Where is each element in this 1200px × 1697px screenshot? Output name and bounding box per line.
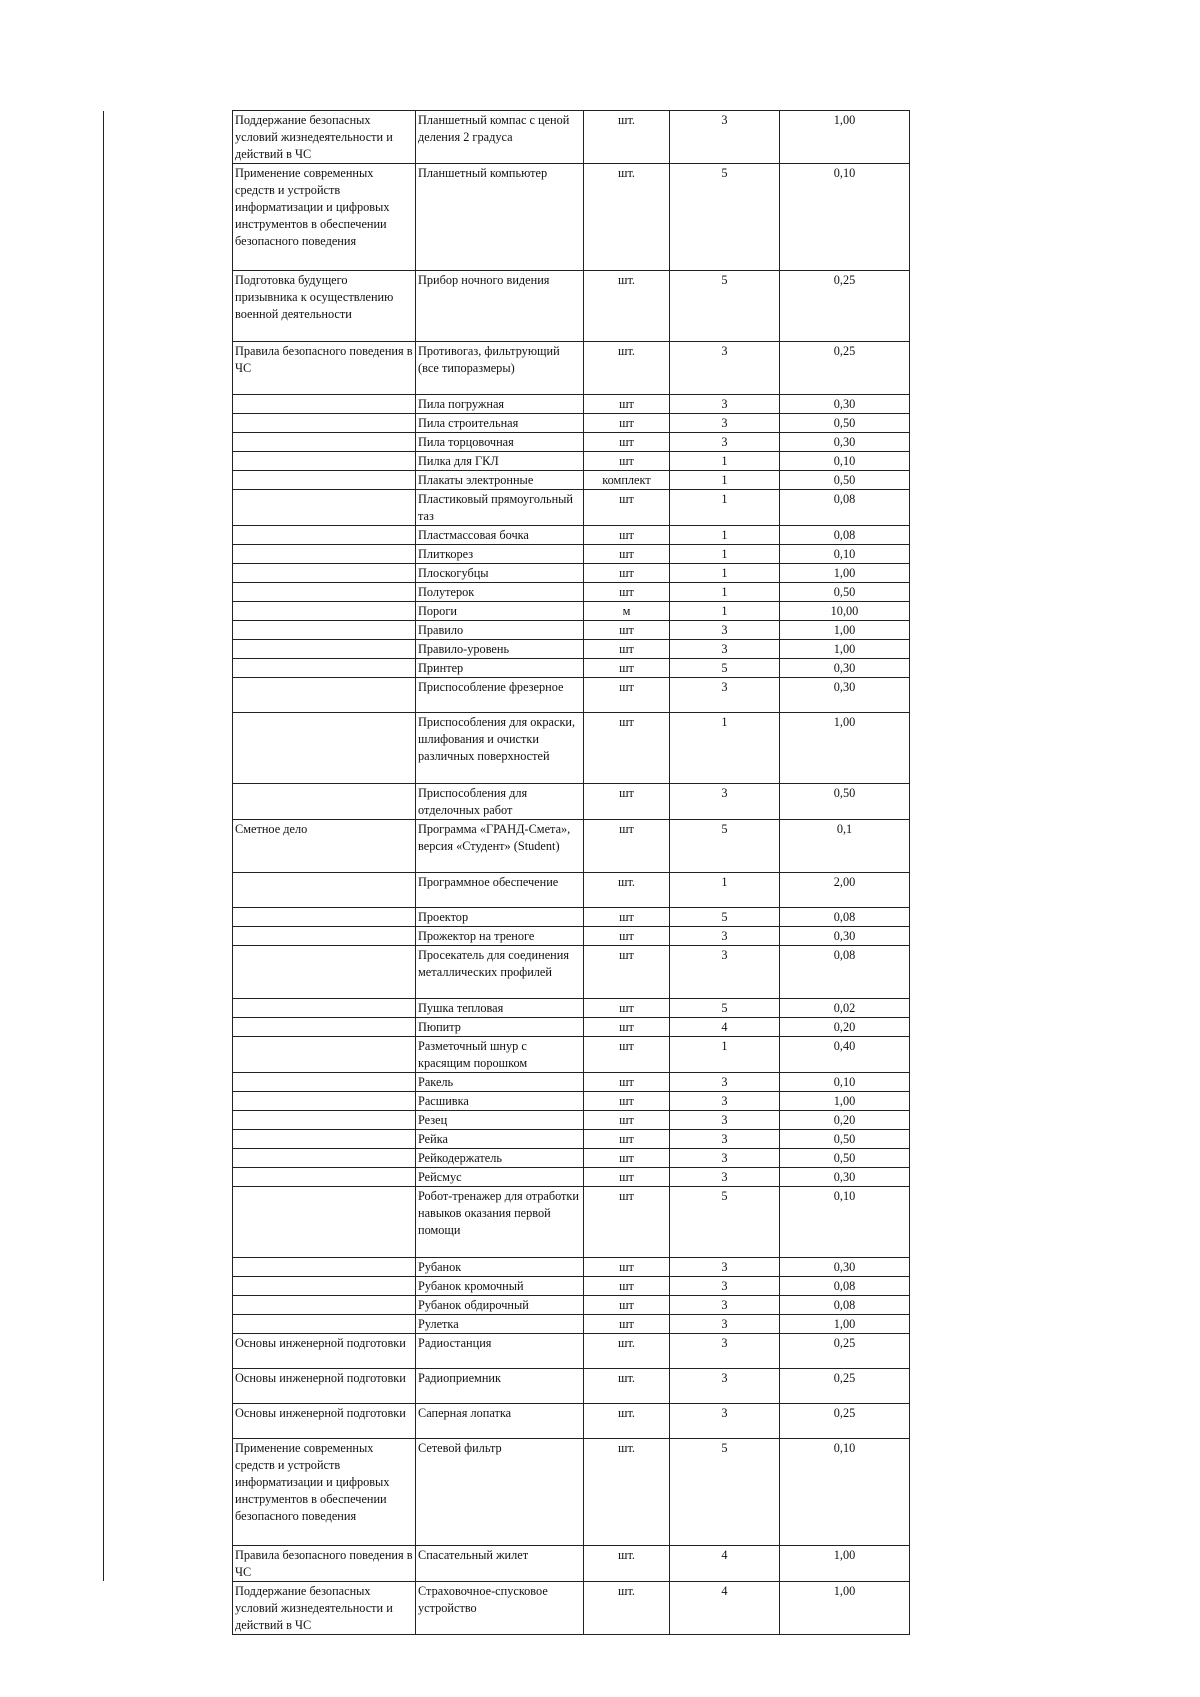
cell-value: 0,50	[780, 1130, 910, 1149]
cell-unit: шт	[584, 659, 670, 678]
cell-quantity: 1	[670, 873, 780, 908]
cell-unit: шт	[584, 640, 670, 659]
cell-section	[233, 1092, 416, 1111]
table-row	[233, 526, 910, 545]
cell-section	[233, 1258, 416, 1277]
cell-section	[233, 873, 416, 908]
cell-unit: шт	[584, 908, 670, 927]
table-row	[233, 999, 910, 1018]
cell-quantity: 1	[670, 471, 780, 490]
cell-value: 0,25	[780, 1404, 910, 1439]
cell-section	[233, 1168, 416, 1187]
cell-unit: шт	[584, 1315, 670, 1334]
cell-unit: шт.	[584, 1334, 670, 1369]
cell-value: 0,20	[780, 1018, 910, 1037]
cell-value: 0,25	[780, 1334, 910, 1369]
cell-quantity: 5	[670, 908, 780, 927]
cell-name: Противогаз, фильтрующий (все типоразмеры)	[416, 342, 584, 395]
cell-value: 0,10	[780, 545, 910, 564]
cell-name: Резец	[416, 1111, 584, 1130]
table-row	[233, 1439, 910, 1546]
cell-unit: шт	[584, 678, 670, 713]
cell-section: Основы инженерной подготовки	[233, 1369, 416, 1404]
cell-value: 0,10	[780, 164, 910, 271]
table-row	[233, 946, 910, 999]
cell-name: Правило-уровень	[416, 640, 584, 659]
cell-name: Разметочный шнур с красящим порошком	[416, 1037, 584, 1073]
cell-section	[233, 526, 416, 545]
cell-section	[233, 999, 416, 1018]
table-row	[233, 452, 910, 471]
cell-unit: шт	[584, 1277, 670, 1296]
cell-section	[233, 490, 416, 526]
cell-quantity: 1	[670, 1037, 780, 1073]
cell-value: 0,25	[780, 1369, 910, 1404]
cell-name: Пороги	[416, 602, 584, 621]
cell-section	[233, 713, 416, 784]
cell-unit: шт	[584, 526, 670, 545]
cell-unit: шт.	[584, 1546, 670, 1582]
cell-quantity: 3	[670, 1149, 780, 1168]
cell-name: Прибор ночного видения	[416, 271, 584, 342]
cell-name: Планшетный компьютер	[416, 164, 584, 271]
cell-name: Радиостанция	[416, 1334, 584, 1369]
cell-quantity: 3	[670, 640, 780, 659]
cell-unit: комплект	[584, 471, 670, 490]
cell-name: Страховочное-спусковое устройство	[416, 1582, 584, 1635]
cell-value: 10,00	[780, 602, 910, 621]
cell-unit: шт.	[584, 1582, 670, 1635]
table-row	[233, 1258, 910, 1277]
cell-name: Рейсмус	[416, 1168, 584, 1187]
cell-name: Приспособление фрезерное	[416, 678, 584, 713]
cell-value: 0,10	[780, 1073, 910, 1092]
table-row	[233, 111, 910, 164]
cell-quantity: 3	[670, 1315, 780, 1334]
cell-value: 0,02	[780, 999, 910, 1018]
cell-section: Поддержание безопасных условий жизнедеятельности и действий в ЧС	[233, 1582, 416, 1635]
cell-quantity: 3	[670, 1258, 780, 1277]
cell-section: Правила безопасного поведения в ЧС	[233, 1546, 416, 1582]
table-row	[233, 471, 910, 490]
cell-unit: шт	[584, 946, 670, 999]
cell-value: 0,40	[780, 1037, 910, 1073]
table-row	[233, 602, 910, 621]
cell-name: Рейка	[416, 1130, 584, 1149]
cell-quantity: 4	[670, 1582, 780, 1635]
cell-section	[233, 946, 416, 999]
equipment-table	[232, 110, 910, 1635]
cell-unit: шт	[584, 1296, 670, 1315]
cell-section	[233, 1111, 416, 1130]
cell-unit: шт	[584, 1149, 670, 1168]
cell-name: Просекатель для соединения металлических профилей	[416, 946, 584, 999]
cell-value: 1,00	[780, 621, 910, 640]
cell-unit: шт.	[584, 164, 670, 271]
cell-unit: шт	[584, 1258, 670, 1277]
cell-unit: шт	[584, 1073, 670, 1092]
cell-section	[233, 621, 416, 640]
cell-unit: шт	[584, 1168, 670, 1187]
cell-quantity: 3	[670, 414, 780, 433]
cell-quantity: 3	[670, 621, 780, 640]
cell-section	[233, 1296, 416, 1315]
cell-name: Пила погружная	[416, 395, 584, 414]
cell-name: Спасательный жилет	[416, 1546, 584, 1582]
cell-unit: шт	[584, 490, 670, 526]
cell-value: 2,00	[780, 873, 910, 908]
table-row	[233, 583, 910, 602]
table-row	[233, 678, 910, 713]
table-row	[233, 271, 910, 342]
cell-name: Пушка тепловая	[416, 999, 584, 1018]
cell-name: Саперная лопатка	[416, 1404, 584, 1439]
cell-name: Радиоприемник	[416, 1369, 584, 1404]
table-row	[233, 1404, 910, 1439]
cell-section: Основы инженерной подготовки	[233, 1404, 416, 1439]
cell-value: 0,30	[780, 433, 910, 452]
cell-value: 0,08	[780, 1296, 910, 1315]
cell-section	[233, 583, 416, 602]
cell-value: 1,00	[780, 1546, 910, 1582]
cell-quantity: 3	[670, 784, 780, 820]
cell-value: 1,00	[780, 1582, 910, 1635]
cell-quantity: 5	[670, 659, 780, 678]
cell-unit: шт	[584, 1092, 670, 1111]
cell-section	[233, 1018, 416, 1037]
cell-unit: шт.	[584, 873, 670, 908]
table-row	[233, 1296, 910, 1315]
table-row	[233, 1018, 910, 1037]
cell-value: 1,00	[780, 640, 910, 659]
cell-section: Применение современных средств и устройств информатизации и цифровых инструментов в обеспечении безопасного поведения	[233, 164, 416, 271]
cell-section: Основы инженерной подготовки	[233, 1334, 416, 1369]
cell-unit: шт	[584, 1187, 670, 1258]
cell-section	[233, 640, 416, 659]
cell-quantity: 3	[670, 1277, 780, 1296]
cell-value: 0,20	[780, 1111, 910, 1130]
table-row	[233, 1168, 910, 1187]
cell-value: 0,08	[780, 526, 910, 545]
cell-value: 0,1	[780, 820, 910, 873]
cell-name: Расшивка	[416, 1092, 584, 1111]
cell-quantity: 3	[670, 1296, 780, 1315]
cell-unit: шт	[584, 1037, 670, 1073]
cell-unit: шт.	[584, 1369, 670, 1404]
table-row	[233, 342, 910, 395]
cell-unit: шт	[584, 545, 670, 564]
cell-value: 0,50	[780, 784, 910, 820]
cell-name: Программа «ГРАНД-Смета», версия «Студент» (Student)	[416, 820, 584, 873]
cell-value: 0,08	[780, 490, 910, 526]
cell-name: Пила торцовочная	[416, 433, 584, 452]
cell-quantity: 1	[670, 452, 780, 471]
cell-quantity: 3	[670, 1168, 780, 1187]
cell-name: Проектор	[416, 908, 584, 927]
margin-rule	[103, 111, 104, 1581]
table-row	[233, 433, 910, 452]
cell-value: 0,25	[780, 271, 910, 342]
cell-name: Плиткорез	[416, 545, 584, 564]
cell-value: 1,00	[780, 111, 910, 164]
cell-section	[233, 1315, 416, 1334]
cell-quantity: 5	[670, 164, 780, 271]
cell-section: Поддержание безопасных условий жизнедеятельности и действий в ЧС	[233, 111, 416, 164]
cell-quantity: 5	[670, 1439, 780, 1546]
cell-section: Применение современных средств и устройств информатизации и цифровых инструментов в обеспечении безопасного поведения	[233, 1439, 416, 1546]
table-row	[233, 1149, 910, 1168]
table-row	[233, 927, 910, 946]
cell-name: Правило	[416, 621, 584, 640]
cell-quantity: 1	[670, 602, 780, 621]
cell-quantity: 3	[670, 395, 780, 414]
cell-unit: шт	[584, 1018, 670, 1037]
cell-section	[233, 1037, 416, 1073]
cell-quantity: 3	[670, 1073, 780, 1092]
cell-value: 0,10	[780, 1439, 910, 1546]
cell-name: Полутерок	[416, 583, 584, 602]
cell-quantity: 3	[670, 111, 780, 164]
cell-value: 0,08	[780, 946, 910, 999]
table-row	[233, 1582, 910, 1635]
cell-unit: шт	[584, 452, 670, 471]
cell-section	[233, 678, 416, 713]
cell-value: 0,50	[780, 1149, 910, 1168]
cell-name: Пилка для ГКЛ	[416, 452, 584, 471]
table-row	[233, 1315, 910, 1334]
cell-quantity: 5	[670, 999, 780, 1018]
cell-section	[233, 784, 416, 820]
cell-unit: м	[584, 602, 670, 621]
table-row	[233, 820, 910, 873]
cell-quantity: 3	[670, 927, 780, 946]
cell-name: Рубанок	[416, 1258, 584, 1277]
cell-value: 0,50	[780, 414, 910, 433]
cell-quantity: 1	[670, 713, 780, 784]
table-row	[233, 1037, 910, 1073]
cell-section	[233, 1149, 416, 1168]
cell-unit: шт	[584, 820, 670, 873]
cell-section	[233, 1130, 416, 1149]
table-row	[233, 1130, 910, 1149]
cell-section	[233, 395, 416, 414]
cell-name: Ракель	[416, 1073, 584, 1092]
cell-unit: шт	[584, 784, 670, 820]
cell-value: 0,10	[780, 452, 910, 471]
cell-quantity: 3	[670, 1092, 780, 1111]
table-row	[233, 1546, 910, 1582]
table-row	[233, 1111, 910, 1130]
cell-name: Робот-тренажер для отработки навыков оказания первой помощи	[416, 1187, 584, 1258]
cell-value: 0,30	[780, 678, 910, 713]
table-row	[233, 164, 910, 271]
cell-unit: шт	[584, 713, 670, 784]
table-row	[233, 659, 910, 678]
cell-quantity: 1	[670, 583, 780, 602]
cell-quantity: 4	[670, 1018, 780, 1037]
cell-section	[233, 433, 416, 452]
table-row	[233, 1369, 910, 1404]
cell-quantity: 3	[670, 946, 780, 999]
cell-value: 1,00	[780, 1092, 910, 1111]
cell-section: Правила безопасного поведения в ЧС	[233, 342, 416, 395]
cell-unit: шт.	[584, 271, 670, 342]
cell-name: Пластмассовая бочка	[416, 526, 584, 545]
cell-section	[233, 414, 416, 433]
cell-name: Пластиковый прямоугольный таз	[416, 490, 584, 526]
cell-section	[233, 545, 416, 564]
cell-section	[233, 471, 416, 490]
cell-name: Сетевой фильтр	[416, 1439, 584, 1546]
cell-value: 0,50	[780, 471, 910, 490]
cell-name: Рулетка	[416, 1315, 584, 1334]
cell-unit: шт	[584, 621, 670, 640]
cell-value: 0,30	[780, 927, 910, 946]
cell-quantity: 3	[670, 678, 780, 713]
cell-value: 1,00	[780, 713, 910, 784]
cell-section	[233, 564, 416, 583]
cell-unit: шт	[584, 999, 670, 1018]
cell-name: Приспособления для окраски, шлифования и очистки различных поверхностей	[416, 713, 584, 784]
cell-value: 0,10	[780, 1187, 910, 1258]
cell-name: Рубанок кромочный	[416, 1277, 584, 1296]
table-row	[233, 1334, 910, 1369]
cell-unit: шт.	[584, 1439, 670, 1546]
cell-name: Рейкодержатель	[416, 1149, 584, 1168]
table-row	[233, 1277, 910, 1296]
cell-unit: шт	[584, 433, 670, 452]
table-row	[233, 908, 910, 927]
cell-quantity: 5	[670, 820, 780, 873]
cell-quantity: 3	[670, 1369, 780, 1404]
table-row	[233, 1092, 910, 1111]
cell-section: Сметное дело	[233, 820, 416, 873]
cell-unit: шт	[584, 414, 670, 433]
cell-name: Планшетный компас с ценой деления 2 градуса	[416, 111, 584, 164]
cell-value: 0,30	[780, 1168, 910, 1187]
table-row	[233, 621, 910, 640]
cell-section	[233, 602, 416, 621]
cell-quantity: 3	[670, 1334, 780, 1369]
table-row	[233, 1187, 910, 1258]
cell-section	[233, 452, 416, 471]
cell-name: Рубанок обдирочный	[416, 1296, 584, 1315]
table-row	[233, 395, 910, 414]
cell-value: 1,00	[780, 1315, 910, 1334]
table-row	[233, 873, 910, 908]
cell-value: 0,08	[780, 908, 910, 927]
cell-name: Пюпитр	[416, 1018, 584, 1037]
cell-value: 0,08	[780, 1277, 910, 1296]
cell-unit: шт	[584, 564, 670, 583]
cell-name: Плакаты электронные	[416, 471, 584, 490]
cell-section	[233, 927, 416, 946]
cell-unit: шт.	[584, 342, 670, 395]
table-row	[233, 414, 910, 433]
cell-unit: шт.	[584, 111, 670, 164]
cell-unit: шт	[584, 927, 670, 946]
table-row	[233, 545, 910, 564]
cell-value: 0,30	[780, 659, 910, 678]
cell-unit: шт	[584, 395, 670, 414]
cell-name: Программное обеспечение	[416, 873, 584, 908]
cell-name: Прожектор на треноге	[416, 927, 584, 946]
cell-section	[233, 1073, 416, 1092]
cell-quantity: 3	[670, 342, 780, 395]
cell-quantity: 3	[670, 433, 780, 452]
equipment-table-body	[233, 111, 910, 1635]
cell-quantity: 3	[670, 1111, 780, 1130]
cell-unit: шт	[584, 1130, 670, 1149]
cell-section	[233, 1187, 416, 1258]
cell-quantity: 5	[670, 271, 780, 342]
cell-name: Пила строительная	[416, 414, 584, 433]
table-row	[233, 713, 910, 784]
cell-quantity: 5	[670, 1187, 780, 1258]
cell-quantity: 3	[670, 1130, 780, 1149]
table-row	[233, 1073, 910, 1092]
table-row	[233, 784, 910, 820]
cell-value: 1,00	[780, 564, 910, 583]
table-row	[233, 640, 910, 659]
cell-quantity: 1	[670, 526, 780, 545]
cell-value: 0,30	[780, 1258, 910, 1277]
cell-name: Плоскогубцы	[416, 564, 584, 583]
cell-quantity: 1	[670, 564, 780, 583]
cell-quantity: 4	[670, 1546, 780, 1582]
cell-quantity: 3	[670, 1404, 780, 1439]
cell-section	[233, 1277, 416, 1296]
cell-unit: шт	[584, 583, 670, 602]
table-row	[233, 564, 910, 583]
cell-name: Принтер	[416, 659, 584, 678]
cell-value: 0,30	[780, 395, 910, 414]
cell-value: 0,25	[780, 342, 910, 395]
cell-section	[233, 908, 416, 927]
cell-section	[233, 659, 416, 678]
cell-quantity: 1	[670, 490, 780, 526]
table-row	[233, 490, 910, 526]
cell-name: Приспособления для отделочных работ	[416, 784, 584, 820]
cell-unit: шт.	[584, 1404, 670, 1439]
cell-unit: шт	[584, 1111, 670, 1130]
cell-value: 0,50	[780, 583, 910, 602]
cell-section: Подготовка будущего призывника к осуществлению военной деятельности	[233, 271, 416, 342]
cell-quantity: 1	[670, 545, 780, 564]
